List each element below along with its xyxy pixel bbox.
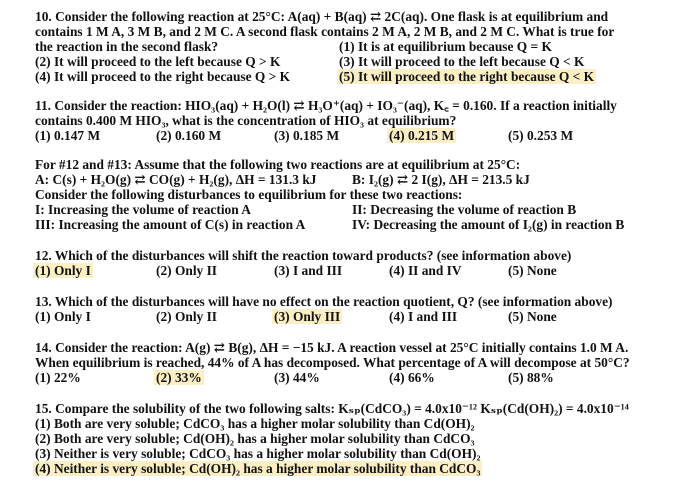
disturbance-4: IV: Decreasing the amount of I₂(g) in reaction B <box>352 217 625 232</box>
q13-option-1: (1) Only I <box>35 309 91 324</box>
q11-option-3: (3) 0.185 M <box>274 128 340 143</box>
q13-option-3-text: (3) Only III <box>274 309 341 324</box>
q14-stem-line-1: 14. Consider the reaction: A(g) ⇄ B(g), ΔH = −15 kJ. A reaction vessel at 25°C initially contains 1.0 M A. <box>35 340 629 355</box>
reaction-a: A: C(s) + H₂O(g) ⇄ CO(g) + H₂(g), ΔH = 131.3 kJ <box>35 172 317 187</box>
q13-option-2: (2) Only II <box>156 309 218 324</box>
q11-option-4-text: (4) 0.215 M <box>389 128 455 143</box>
q14-option-2-text: (2) 33% <box>156 370 202 385</box>
q12-stem: 12. Which of the disturbances will shift the reaction toward products? (see information above) <box>35 248 572 263</box>
q13-stem: 13. Which of the disturbances will have no effect on the reaction quotient, Q? (see information above) <box>35 294 613 309</box>
reaction-b: B: I₂(g) ⇄ 2 I(g), ΔH = 213.5 kJ <box>352 172 530 187</box>
q10-option-5-text: (5) It will proceed to the right because Q < K <box>339 69 595 84</box>
q10-option-3: (3) It will proceed to the left because Q < K <box>339 54 585 69</box>
q14-option-3: (3) 44% <box>274 370 320 385</box>
q10-stem-line-1: 10. Consider the following reaction at 25°C: A(aq) + B(aq) ⇄ 2C(aq). One flask is at equilibrium and <box>35 9 609 24</box>
q13-option-5: (5) None <box>508 309 557 324</box>
q12-option-3: (3) I and III <box>274 263 343 278</box>
q15-option-2: (2) Both are very soluble; Cd(OH)₂ has a higher molar solubility than CdCO₃ <box>35 431 475 446</box>
q15-option-4-highlighted <box>35 461 482 476</box>
q15-stem: 15. Compare the solubility of the two following salts: Kₛₚ(CdCO₃) = 4.0x10⁻¹² Kₛₚ(Cd(OH)₂) = 4.0x10⁻¹⁴ <box>35 401 629 416</box>
q12-option-5: (5) None <box>508 263 557 278</box>
q10-option-2: (2) It will proceed to the left because Q > K <box>35 54 281 69</box>
q11-stem-line-2: contains 0.400 M HIO₃, what is the concentration of HIO₃ at equilibrium? <box>35 113 457 128</box>
q14-option-2-highlighted <box>156 370 204 385</box>
q14-option-5: (5) 88% <box>508 370 554 385</box>
q11-option-4-highlighted <box>389 128 456 143</box>
q13-option-3-highlighted <box>274 309 342 324</box>
q10-option-1: (1) It is at equilibrium because Q = K <box>339 39 552 54</box>
q15-option-3: (3) Neither is very soluble; CdCO₃ has a higher molar solubility than Cd(OH)₂ <box>35 446 481 461</box>
q15-option-4-text: (4) Neither is very soluble; Cd(OH)₂ has a higher molar solubility than CdCO₃ <box>35 461 481 476</box>
q10-option-5-highlighted <box>339 69 596 84</box>
disturbance-2: II: Decreasing the volume of reaction B <box>352 202 577 217</box>
q13-option-4: (4) I and III <box>389 309 458 324</box>
q11-option-5: (5) 0.253 M <box>508 128 574 143</box>
q11-option-2: (2) 0.160 M <box>156 128 222 143</box>
q10-option-4: (4) It will proceed to the right because Q > K <box>35 69 291 84</box>
q10-stem-line-2: contains 1 M A, 3 M B, and 2 M C. A second flask contains 2 M A, 2 M B, and 2 M C. What is true for <box>35 24 615 39</box>
disturbance-1: I: Increasing the volume of reaction A <box>35 202 251 217</box>
q11-option-1: (1) 0.147 M <box>35 128 101 143</box>
q11-stem-line-1: 11. Consider the reaction: HIO₃(aq) + H₂O(l) ⇄ H₃O⁺(aq) + IO₃⁻(aq), K꜀ = 0.160. If a reaction initially <box>35 98 617 113</box>
q14-option-1: (1) 22% <box>35 370 81 385</box>
disturbance-3: III: Increasing the amount of C(s) in reaction A <box>35 217 306 232</box>
intro-line-3: Consider the following disturbances to equilibrium for these two reactions: <box>35 187 463 202</box>
intro-line-1: For #12 and #13: Assume that the following two reactions are at equilibrium at 25°C: <box>35 157 521 172</box>
q15-option-1: (1) Both are very soluble; CdCO₃ has a higher molar solubility than Cd(OH)₂ <box>35 416 475 431</box>
q14-stem-line-2: When equilibrium is reached, 44% of A has decomposed. What percentage of A will decompose at 50°C? <box>35 355 630 370</box>
q12-option-1-text: (1) Only I <box>35 263 91 278</box>
q12-option-4: (4) II and IV <box>389 263 462 278</box>
q12-option-2: (2) Only II <box>156 263 218 278</box>
q14-option-4: (4) 66% <box>389 370 435 385</box>
q10-stem-line-3: the reaction in the second flask? <box>35 39 219 54</box>
q12-option-1-highlighted <box>35 263 93 278</box>
